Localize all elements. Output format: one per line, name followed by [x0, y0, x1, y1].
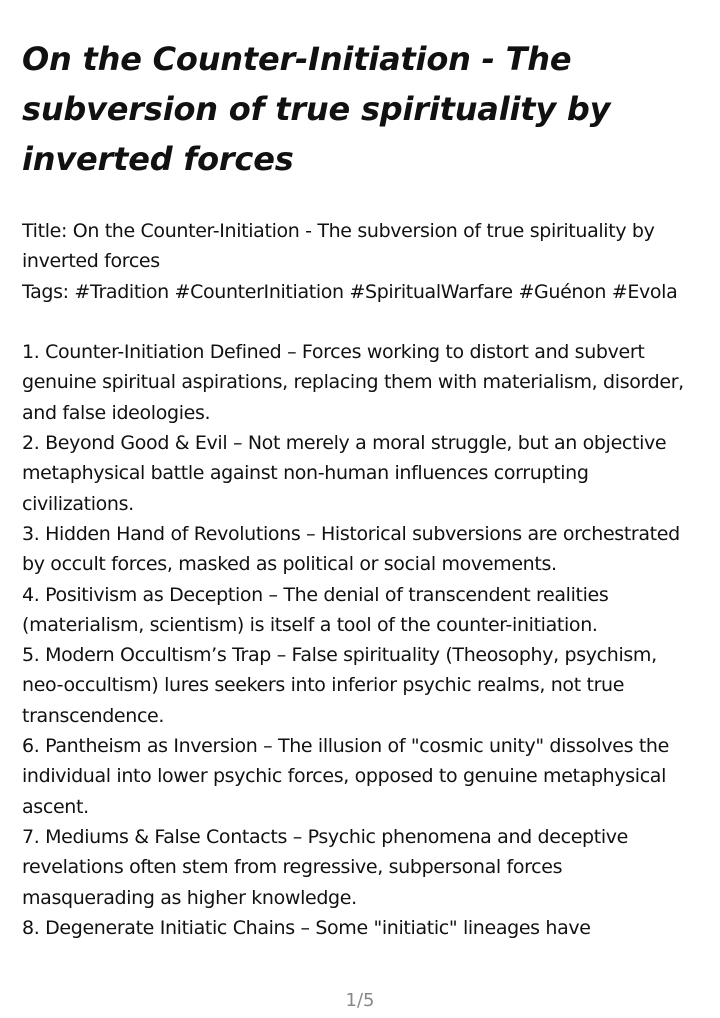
page-indicator: 1/5 — [345, 990, 375, 1011]
document-page — [22, 0, 700, 992]
list-item: 8. Degenerate Initiatic Chains – Some "initiatic" lineages have — [22, 916, 591, 939]
list-item: 6. Pantheism as Inversion – The illusion of "cosmic unity" dissolves the individual into lower psychic forces, opposed to genuine metaphysical ascent. — [22, 735, 669, 818]
document-meta — [22, 216, 700, 307]
blank-line — [22, 307, 700, 337]
list-item: 2. Beyond Good & Evil – Not merely a moral struggle, but an objective metaphysical battle against non-human influences corrupting civilizations. — [22, 432, 667, 515]
point-list — [22, 337, 700, 943]
list-item: 5. Modern Occultism’s Trap – False spirituality (Theosophy, psychism, neo-occultism) lures seekers into inferior psychic realms, not true transcendence. — [22, 644, 657, 727]
list-item: 1. Counter-Initiation Defined – Forces working to distort and subvert genuine spiritual aspirations, replacing them with materialism, disorder, and false ideologies. — [22, 341, 684, 424]
list-item: 3. Hidden Hand of Revolutions – Historical subversions are orchestrated by occult forces, masked as political or social movements. — [22, 522, 680, 576]
list-item: 7. Mediums & False Contacts – Psychic phenomena and deceptive revelations often stem from regressive, subpersonal forces masquerading as higher knowledge. — [22, 825, 629, 909]
tags-line: Tags: #Tradition #CounterInitiation #SpiritualWarfare #Guénon #Evola — [22, 280, 678, 303]
title-line: Title: On the Counter-Initiation - The subversion of true spirituality by inverted forces — [22, 220, 655, 273]
list-item: 4. Positivism as Deception – The denial of transcendent realities (materialism, scientism) is itself a tool of the counter-initiation. — [22, 583, 609, 636]
document-heading: On the Counter-Initiation - The subversion of true spirituality by inverted forces — [22, 40, 611, 178]
